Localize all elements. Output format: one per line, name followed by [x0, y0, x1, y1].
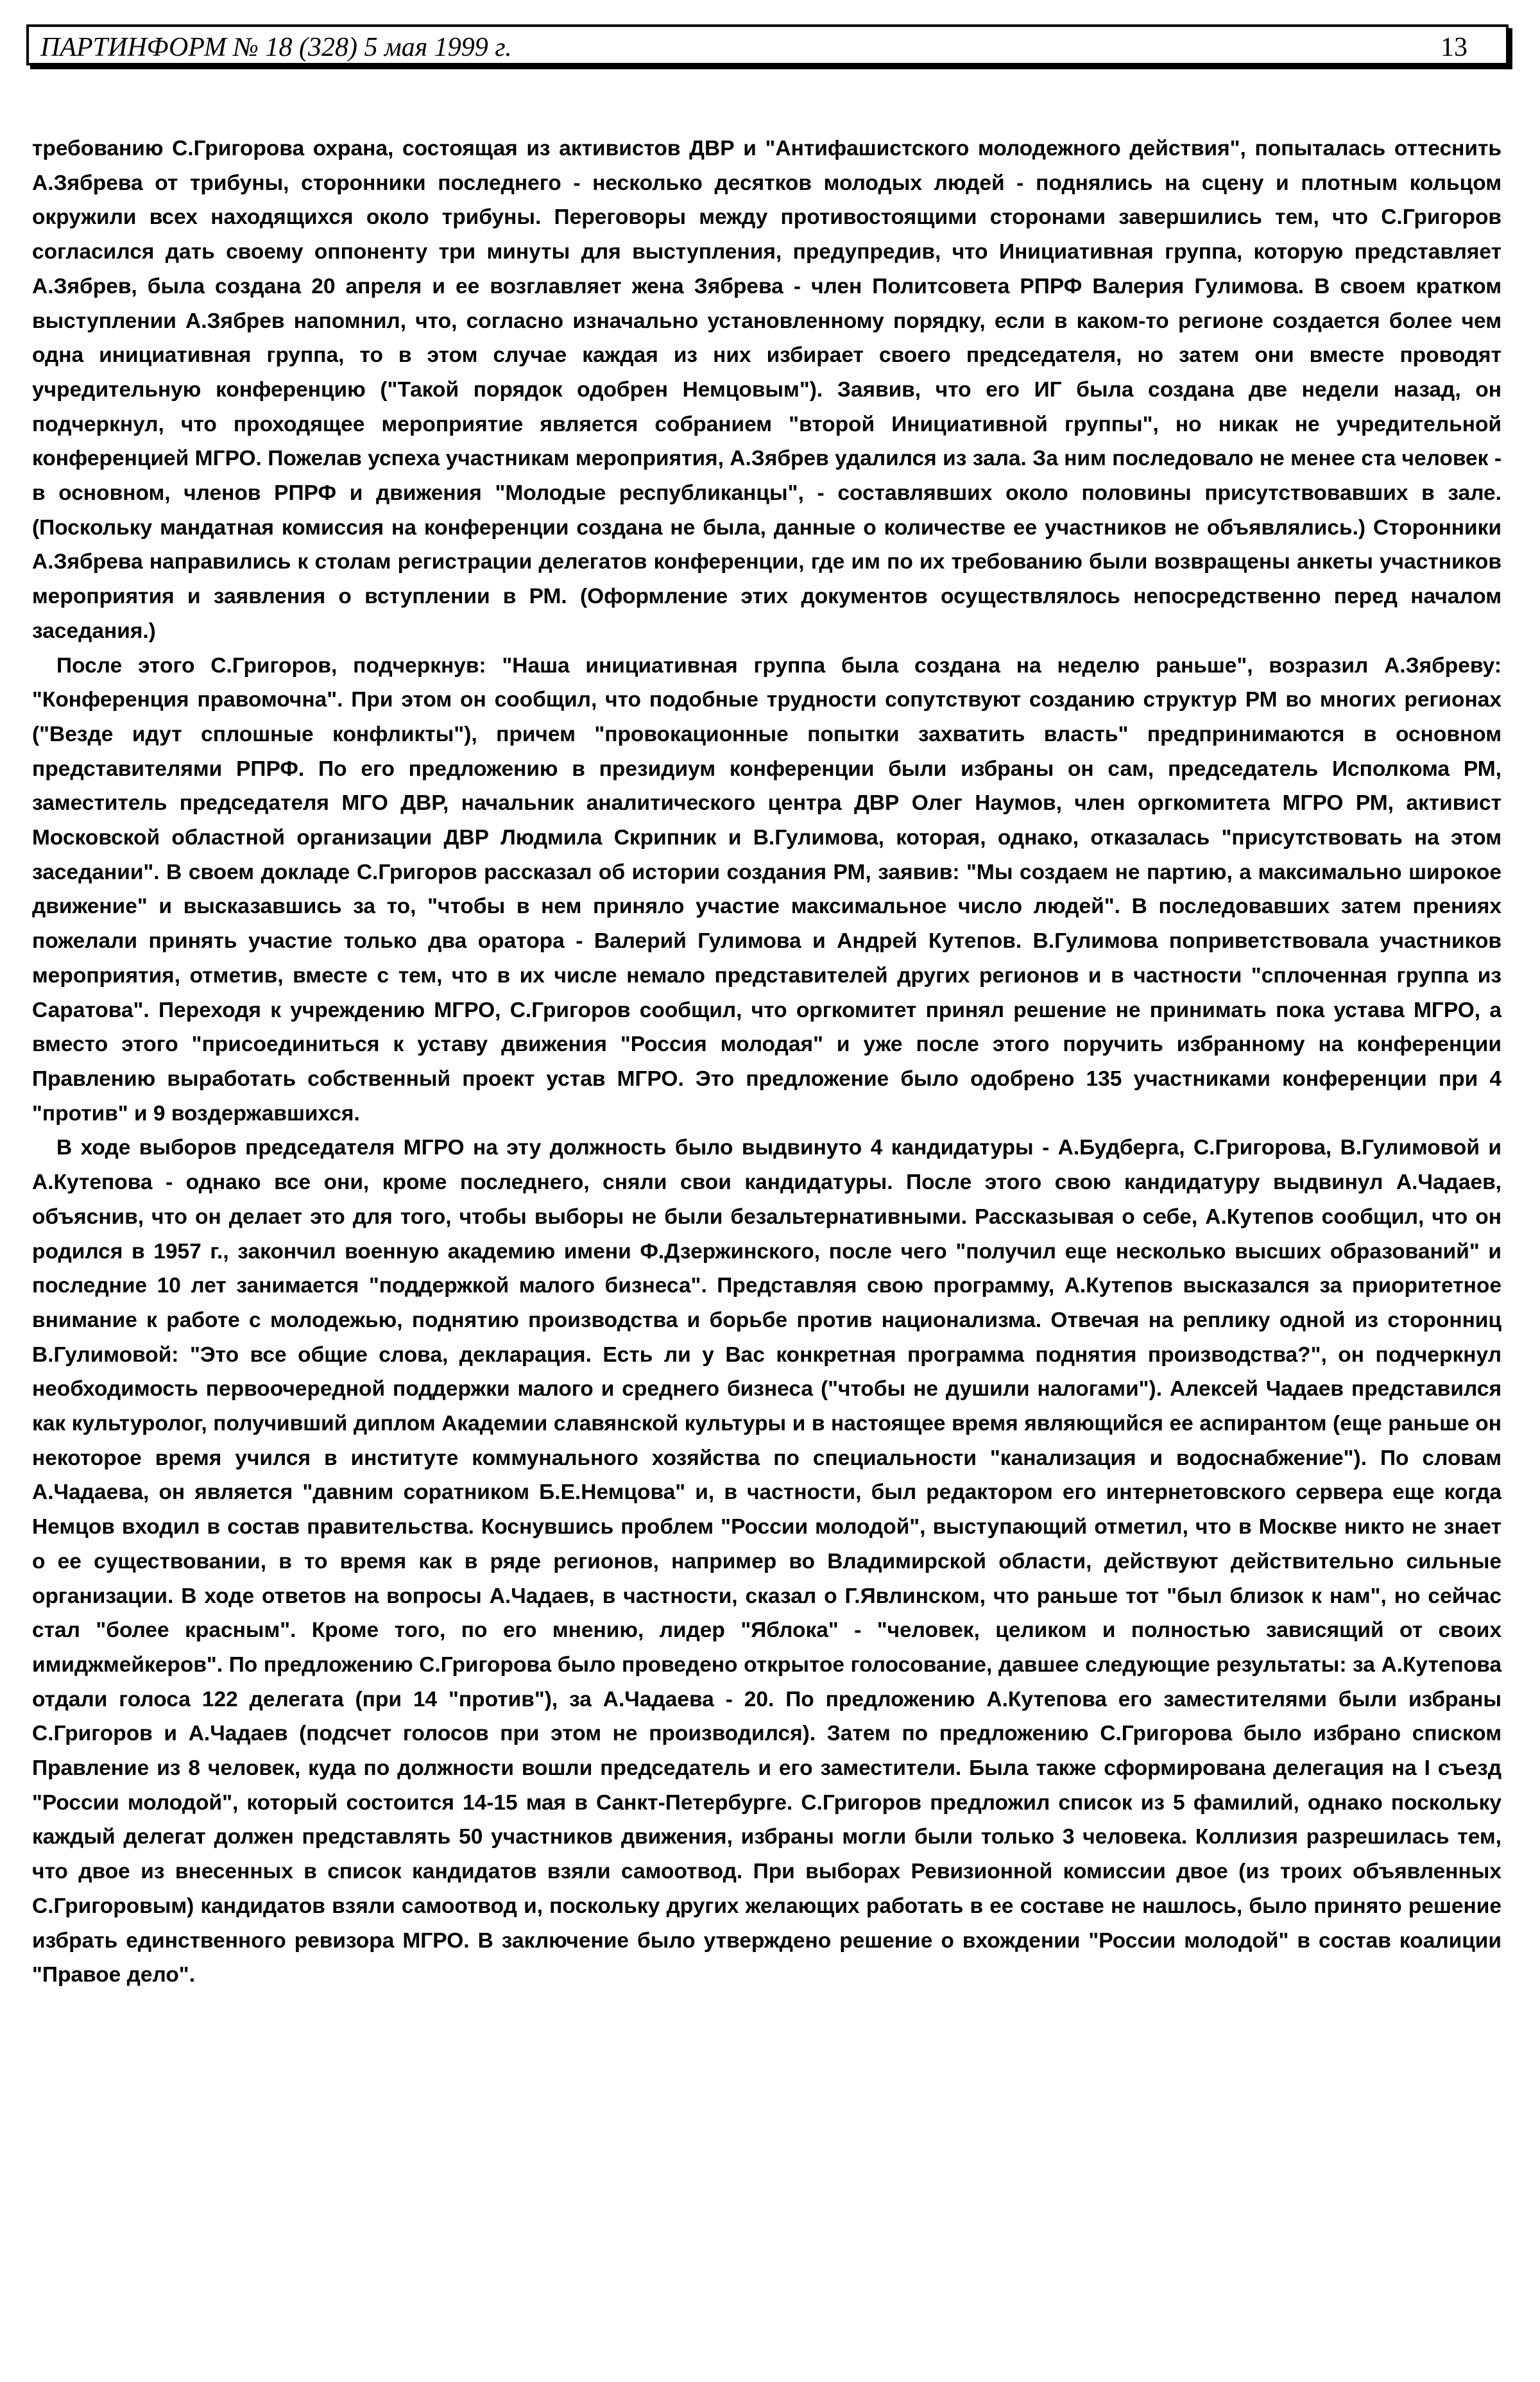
- paragraph-conference: После этого С.Григоров, подчеркнув: "Наша инициативная группа была создана на неделю раньше", возразил А.Зябреву: "Конференция правомочна". При этом он сообщил, что подобные трудности сопутствуют созданию структур РМ во многих регионах ("Везде идут сплошные конфликты"), причем "провокационные попытки захватить власть" предпринимаются в основном представителями РПРФ. По его предложению в президиум конференции были избраны он сам, председатель Исполкома РМ, заместитель председателя МГО ДВР, начальник аналитического центра ДВР Олег Наумов, член оргкомитета МГРО РМ, активист Московской областной организации ДВР Людмила Скрипник и В.Гулимова, которая, однако, отказалась "присутствовать на этом заседании". В своем докладе С.Григоров рассказал об истории создания РМ, заявив: "Мы создаем не партию, а максимально широкое движение" и высказавшись за то, "чтобы в нем приняло участие максимальное число людей". В последовавших затем прениях пожелали принять участие только два оратора - Валерий Гулимова и Андрей Кутепов. В.Гулимова поприветствовала участников мероприятия, отметив, вместе с тем, что в их числе немало представителей других регионов и в частности "сплоченная группа из Саратова". Переходя к учреждению МГРО, С.Григоров сообщил, что оргкомитет принял решение не принимать пока устава МГРО, а вместо этого "присоединиться к уставу движения "Россия молодая" и уже после этого поручить избранному на конференции Правлению выработать собственный проект устав МГРО. Это предложение было одобрено 135 участниками конференции при 4 "против" и 9 воздержавшихся.: [32, 653, 1502, 1126]
- paragraph-elections: В ходе выборов председателя МГРО на эту должность было выдвинуто 4 кандидатуры - А.Будберга, С.Григорова, В.Гулимовой и А.Кутепова - однако все они, кроме последнего, сняли свои кандидатуры. После этого свою кандидатуру выдвинул А.Чадаев, объяснив, что он делает это для того, чтобы выборы не были безальтернативными. Рассказывая о себе, А.Кутепов сообщил, что он родился в 1957 г., закончил военную академию имени Ф.Дзержинского, после чего "получил еще несколько высших образований" и последние 10 лет занимается "поддержкой малого бизнеса". Представляя свою программу, А.Кутепов высказался за приоритетное внимание к работе с молодежью, поднятию производства и борьбе против национализма. Отвечая на реплику одной из сторонниц В.Гулимовой: "Это все общие слова, декларация. Есть ли у Вас конкретная программа поднятия производства?", он подчеркнул необходимость первоочередной поддержки малого и среднего бизнеса ("чтобы не душили налогами"). Алексей Чадаев представился как культуролог, получивший диплом Академии славянской культуры и в настоящее время являющийся ее аспирантом (еще раньше он некоторое время учился в институте коммунального хозяйства по специальности "канализация и водоснабжение"). По словам А.Чадаева, он является "давним соратником Б.Е.Немцова" и, в частности, был редактором его интернетовского сервера еще когда Немцов входил в состав правительства. Коснувшись проблем "России молодой", выступающий отметил, что в Москве никто не знает о ее существовании, в то время как в ряде регионов, например во Владимирской области, действуют действительно сильные организации. В ходе ответов на вопросы А.Чадаев, в частности, сказал о Г.Явлинском, что раньше тот "был близок к нам", но сейчас стал "более красным". Кроме того, по его мнению, лидер "Яблока" - "человек, целиком и полностью зависящий от своих имиджмейкеров". По предложению С.Григорова было проведено открытое голосование, давшее следующие результаты: за А.Кутепова отдали голоса 122 делегата (при 14 "против"), за А.Чадаева - 20. По предложению А.Кутепова его заместителями были избраны С.Григоров и А.Чадаев (подсчет голосов при этом не производился). Затем по предложению С.Григорова было избрано списком Правление из 8 человек, куда по должности вошли председатель и его заместители. Была также сформирована делегация на I съезд "России молодой", который состоится 14-15 мая в Санкт-Петербурге. С.Григоров предложил список из 5 фамилий, однако поскольку каждый делегат должен представлять 50 участников движения, избраны могли были только 3 человека. Коллизия разрешилась тем, что двое из внесенных в список кандидатов взяли самоотвод. При выборах Ревизионной комиссии двое (из троих объявленных С.Григоровым) кандидатов взяли самоотвод и, поскольку других желающих работать в ее составе не нашлось, было принято решение избрать единственного ревизора МГРО. В заключение было утверждено решение о вхождении "России молодой" в состав коалиции "Правое дело".: [32, 1136, 1502, 1987]
- page-number: 13: [1441, 33, 1467, 62]
- article-body: [32, 132, 1502, 1992]
- paragraph-continuation: требованию С.Григорова охрана, состоящая из активистов ДВР и "Антифашистского молодежного действия", попыталась оттеснить А.Зябрева от трибуны, сторонники последнего - несколько десятков молодых людей - поднялись на сцену и плотным кольцом окружили всех находящихся около трибуны. Переговоры между противостоящими сторонами завершились тем, что С.Григоров согласился дать своему оппоненту три минуты для выступления, предупредив, что Инициативная группа, которую представляет А.Зябрев, была создана 20 апреля и ее возглавляет жена Зябрева - член Политсовета РПРФ Валерия Гулимова. В своем кратком выступлении А.Зябрев напомнил, что, согласно изначально установленному порядку, если в каком-то регионе создается более чем одна инициативная группа, то в этом случае каждая из них избирает своего председателя, но затем они вместе проводят учредительную конференцию ("Такой порядок одобрен Немцовым"). Заявив, что его ИГ была создана две недели назад, он подчеркнул, что проходящее мероприятие является собранием "второй Инициативной группы", но никак не учредительной конференцией МГРО. Пожелав успеха участникам мероприятия, А.Зябрев удалился из зала. За ним последовало не менее ста человек - в основном, членов РПРФ и движения "Молодые республиканцы", - составлявших около половины присутствовавших в зале. (Поскольку мандатная комиссия на конференции создана не была, данные о количестве ее участников не объявлялись.) Сторонники А.Зябрева направились к столам регистрации делегатов конференции, где им по их требованию были возвращены анкеты участников мероприятия и заявления о вступлении в РМ. (Оформление этих документов осуществлялось непосредственно перед началом заседания.): [32, 137, 1502, 643]
- publication-title: ПАРТИНФОРМ № 18 (328) 5 мая 1999 г.: [40, 33, 512, 62]
- page-header: [26, 24, 1509, 65]
